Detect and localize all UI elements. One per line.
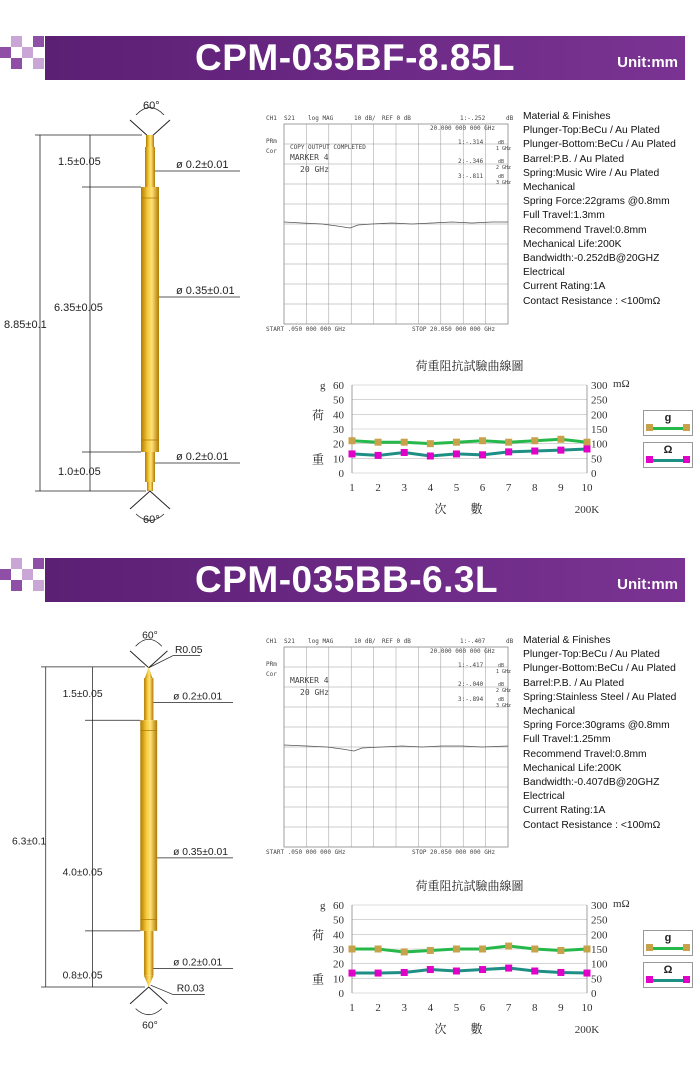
x-tick-label: 4 — [427, 482, 434, 494]
x-tick-label: 7 — [505, 1002, 512, 1014]
x-tick-label: 6 — [479, 1002, 486, 1014]
bottom-diameter-label: ø 0.2±0.01 — [176, 451, 229, 463]
net-marker-label: MARKER 4 — [290, 153, 329, 162]
right-axis-unit: mΩ — [613, 378, 630, 390]
net-marker-1: 1:-.417 — [458, 662, 484, 669]
net-header-mag: log MAG — [308, 638, 334, 645]
x-tick-label: 6 — [479, 482, 486, 494]
decor-square — [22, 569, 33, 580]
spec-line: Plunger-Bottom:BeCu / Au Plated — [523, 663, 676, 675]
left-axis-unit: g — [320, 900, 326, 912]
x-tick-label: 9 — [558, 1002, 564, 1014]
data-point — [531, 437, 538, 444]
data-point — [349, 450, 356, 457]
data-point — [505, 943, 512, 950]
net-marker-2: 2:-.346 — [458, 158, 484, 165]
spec-line: Current Rating:1A — [523, 281, 606, 293]
svg-text:2 GHz: 2 GHz — [496, 165, 512, 171]
net-start: START .050 000 000 GHz — [266, 326, 346, 333]
x-tick-label: 1 — [349, 1002, 355, 1014]
x-tick-label: 4 — [427, 1002, 434, 1014]
legend-ohm — [643, 442, 693, 468]
network-analyzer-plot — [262, 635, 517, 860]
spec-line: Recommend Travel:0.8mm — [523, 748, 647, 760]
legend-g — [643, 930, 693, 956]
net-header-ch: CH1 — [266, 638, 277, 645]
left-tick-label: 0 — [338, 468, 344, 480]
net-header-s21: S21 — [284, 638, 295, 645]
right-tick-label: 0 — [591, 468, 597, 480]
decor-square — [11, 58, 22, 69]
svg-text:dB: dB — [498, 140, 505, 146]
data-point — [479, 451, 486, 458]
spec-line: Plunger-Bottom:BeCu / Au Plated — [523, 139, 676, 151]
spec-line: Material & Finishes — [523, 111, 611, 122]
data-point — [479, 946, 486, 953]
net-freq-top: 20.000 000 000 GHz — [430, 648, 496, 655]
load-resistance-chart — [295, 875, 630, 1075]
spec-line: Contact Resistance : <100mΩ — [523, 819, 661, 831]
spec-line: Contact Resistance : <100mΩ — [523, 295, 661, 307]
x-axis-end-label: 200K — [574, 504, 600, 516]
spec-line: Current Rating:1A — [523, 805, 606, 817]
x-tick-label: 3 — [401, 1002, 407, 1014]
decor-square — [0, 47, 11, 58]
right-tick-label: 250 — [591, 394, 608, 407]
decor-square — [11, 580, 22, 591]
spec-line: Mechanical — [523, 706, 576, 718]
plunger-top — [144, 678, 153, 720]
net-stop: STOP 20.050 000 000 GHz — [412, 326, 496, 333]
net-header-scale: 10 dB/ — [354, 115, 376, 122]
left-tick-label: 60 — [333, 900, 344, 912]
total-length-label: 6.3±0.1 — [12, 836, 47, 848]
data-point — [401, 969, 408, 976]
specifications-list — [523, 110, 698, 309]
barrel-diameter-label: ø 0.35±0.01 — [173, 847, 228, 859]
angle-top-label: 60° — [143, 100, 160, 112]
decor-square — [33, 58, 44, 69]
left-tick-label: 30 — [333, 424, 344, 436]
radius-top-label: R0.05 — [174, 644, 203, 656]
series-line-ohm — [352, 449, 587, 456]
top-diameter-label: ø 0.2±0.01 — [176, 159, 229, 171]
right-tick-label: 50 — [591, 973, 602, 986]
left-tick-label: 50 — [333, 914, 344, 927]
left-axis-unit: g — [320, 380, 326, 392]
data-point — [375, 946, 382, 953]
radius-bottom-label: R0.03 — [176, 983, 205, 995]
data-point — [401, 449, 408, 456]
right-tick-label: 200 — [591, 409, 608, 422]
svg-text:dB: dB — [498, 697, 505, 703]
svg-text:2 GHz: 2 GHz — [496, 688, 512, 694]
data-point — [584, 970, 591, 977]
decor-square — [33, 580, 44, 591]
left-tick-label: 10 — [333, 453, 344, 466]
data-point — [584, 445, 591, 452]
specifications-list — [523, 634, 698, 833]
x-tick-label: 9 — [558, 482, 564, 494]
right-tick-label: 150 — [591, 944, 608, 956]
net-left-label: Cor — [266, 148, 277, 155]
data-point — [427, 966, 434, 973]
net-marker-3: 3:-.811 — [458, 173, 484, 180]
data-point — [531, 946, 538, 953]
data-point — [584, 946, 591, 953]
x-axis-label: 數 — [470, 1022, 483, 1036]
right-tick-label: 150 — [591, 424, 608, 436]
mid-length-label: 4.0±0.05 — [62, 867, 103, 879]
legend-label: Ω — [663, 964, 673, 976]
net-marker-2: 2:-.040 — [458, 681, 484, 688]
left-tick-label: 30 — [333, 944, 344, 956]
net-left-label: Cor — [266, 671, 277, 678]
spec-line: Spring Force:22grams @0.8mm — [523, 196, 670, 208]
net-left-label: PRm — [266, 661, 277, 668]
top-length-label: 1.5±0.05 — [62, 688, 103, 700]
data-point — [479, 966, 486, 973]
net-left-label: PRm — [266, 138, 277, 145]
right-tick-label: 300 — [591, 380, 608, 392]
data-point — [531, 448, 538, 455]
data-point — [531, 968, 538, 975]
x-axis-label: 次 — [434, 1022, 447, 1036]
svg-text:3 GHz: 3 GHz — [496, 703, 512, 709]
legend-label: g — [664, 412, 672, 424]
net-start: START .050 000 000 GHz — [266, 849, 346, 856]
net-marker-freq: 20 GHz — [300, 165, 329, 174]
decor-square — [22, 47, 33, 58]
data-point — [349, 437, 356, 444]
data-point — [505, 965, 512, 972]
x-axis-end-label: 200K — [574, 1024, 600, 1036]
svg-text:1 GHz: 1 GHz — [496, 669, 512, 675]
spec-line: Bandwidth:-0.252dB@20GHZ — [523, 253, 660, 265]
net-marker-1: 1:-.314 — [458, 139, 484, 146]
spec-line: Mechanical Life:200K — [523, 238, 622, 250]
right-tick-label: 50 — [591, 453, 602, 466]
left-axis-label: 重 — [312, 972, 325, 987]
data-point — [453, 946, 460, 953]
series-line-ohm — [352, 968, 587, 973]
x-tick-label: 7 — [505, 482, 512, 494]
data-point — [401, 439, 408, 446]
x-tick-label: 10 — [581, 1002, 593, 1014]
data-point — [584, 439, 591, 446]
x-tick-label: 1 — [349, 482, 355, 494]
legend-ohm — [643, 962, 693, 988]
data-point — [427, 947, 434, 954]
x-tick-label: 3 — [401, 482, 407, 494]
legend-label: Ω — [663, 444, 673, 456]
x-tick-label: 5 — [453, 1002, 460, 1014]
chart-title: 荷重阻抗試驗曲線圖 — [415, 359, 524, 373]
pin-barrel — [140, 720, 157, 931]
net-marker-label: MARKER 4 — [290, 676, 329, 685]
spec-line: Bandwidth:-0.407dB@20GHZ — [523, 777, 660, 789]
net-marker-3: 3:-.894 — [458, 696, 484, 703]
left-tick-label: 10 — [333, 973, 344, 986]
product-title: CPM-035BF-8.85L — [195, 37, 516, 78]
top-length-label: 1.5±0.05 — [58, 156, 101, 168]
right-tick-label: 250 — [591, 914, 608, 927]
spec-line: Barrel:P.B. / Au Plated — [523, 153, 625, 165]
right-axis-unit: mΩ — [613, 898, 630, 910]
x-tick-label: 2 — [375, 1002, 381, 1014]
net-header-ref: REF 0 dB — [382, 115, 411, 122]
spec-line: Spring:Stainless Steel / Au Plated — [523, 691, 677, 703]
product-title-banner — [0, 552, 700, 602]
svg-text:1 GHz: 1 GHz — [496, 146, 512, 152]
net-freq-top: 20.000 000 000 GHz — [430, 125, 496, 132]
spec-line: Barrel:P.B. / Au Plated — [523, 677, 625, 689]
spec-line: Full Travel:1.25mm — [523, 734, 611, 746]
plunger-bottom — [145, 452, 155, 482]
data-point — [427, 440, 434, 447]
data-point — [375, 439, 382, 446]
unit-label: Unit:mm — [617, 54, 678, 71]
data-point — [557, 447, 564, 454]
left-axis-label: 荷 — [312, 928, 325, 943]
product-section-1 — [0, 0, 700, 530]
spec-line: Mechanical — [523, 182, 576, 194]
net-header-ref: REF 0 dB — [382, 638, 411, 645]
pin-dimension-drawing — [0, 95, 260, 535]
product-title-banner — [0, 30, 700, 80]
data-point — [375, 970, 382, 977]
net-header-ch: CH1 — [266, 115, 277, 122]
chart-title: 荷重阻抗試驗曲線圖 — [415, 879, 524, 893]
left-tick-label: 0 — [338, 988, 344, 1000]
data-point — [427, 452, 434, 459]
svg-text:dB: dB — [498, 682, 505, 688]
spec-line: Spring Force:30grams @0.8mm — [523, 720, 670, 732]
total-length-label: 8.85±0.1 — [4, 319, 47, 331]
left-tick-label: 20 — [333, 438, 344, 451]
net-header-scale: 10 dB/ — [354, 638, 376, 645]
pin-tip-top — [146, 135, 154, 147]
plunger-top — [145, 147, 155, 187]
x-tick-label: 2 — [375, 482, 381, 494]
data-point — [557, 947, 564, 954]
plunger-bottom — [144, 931, 153, 976]
decor-square — [33, 558, 44, 569]
net-stop: STOP 20.050 000 000 GHz — [412, 849, 496, 856]
svg-text:dB: dB — [498, 159, 505, 165]
data-point — [453, 968, 460, 975]
pin-dimension-drawing — [0, 620, 260, 1032]
x-tick-label: 5 — [453, 482, 460, 494]
data-point — [375, 452, 382, 459]
barrel-diameter-label: ø 0.35±0.01 — [176, 285, 235, 297]
svg-text:dB: dB — [498, 663, 505, 669]
product-section-2 — [0, 530, 700, 1054]
spec-line: Plunger-Top:BeCu / Au Plated — [523, 125, 660, 137]
left-tick-label: 20 — [333, 958, 344, 971]
spec-line: Spring:Music Wire / Au Plated — [523, 167, 660, 179]
angle-bottom-label: 60° — [142, 1020, 158, 1032]
data-point — [453, 439, 460, 446]
bottom-length-label: 1.0±0.05 — [58, 466, 101, 478]
net-header-marker: 1:-.252 — [460, 115, 486, 122]
spec-line: Electrical — [523, 267, 565, 279]
mid-length-label: 6.35±0.05 — [54, 302, 103, 314]
svg-text:dB: dB — [498, 174, 505, 180]
spec-line: Mechanical Life:200K — [523, 762, 622, 774]
legend-g — [643, 410, 693, 436]
right-tick-label: 100 — [591, 958, 608, 971]
decor-square — [11, 558, 22, 569]
left-tick-label: 60 — [333, 380, 344, 392]
spec-line: Recommend Travel:0.8mm — [523, 224, 647, 236]
data-point — [453, 450, 460, 457]
data-point — [505, 448, 512, 455]
bottom-diameter-label: ø 0.2±0.01 — [173, 957, 223, 969]
pin-tip-top — [145, 667, 152, 678]
right-tick-label: 200 — [591, 929, 608, 942]
left-tick-label: 40 — [333, 929, 344, 942]
spec-line: Full Travel:1.3mm — [523, 210, 605, 222]
left-axis-label: 重 — [312, 452, 325, 467]
decor-square — [11, 36, 22, 47]
bottom-length-label: 0.8±0.05 — [62, 970, 103, 982]
data-point — [349, 946, 356, 953]
series-line-g — [352, 439, 587, 443]
right-tick-label: 0 — [591, 988, 597, 1000]
spec-line: Electrical — [523, 791, 565, 803]
x-tick-label: 8 — [532, 482, 538, 494]
decor-square — [33, 36, 44, 47]
right-tick-label: 300 — [591, 900, 608, 912]
series-line-g — [352, 946, 587, 952]
data-point — [557, 436, 564, 443]
net-copy-text: COPY OUTPUT COMPLETED — [290, 144, 366, 151]
right-tick-label: 100 — [591, 438, 608, 451]
spec-line: Material & Finishes — [523, 635, 611, 646]
left-axis-label: 荷 — [312, 408, 325, 423]
svg-text:3 GHz: 3 GHz — [496, 180, 512, 186]
left-tick-label: 40 — [333, 409, 344, 422]
product-title: CPM-035BB-6.3L — [195, 559, 499, 600]
data-point — [479, 437, 486, 444]
top-diameter-label: ø 0.2±0.01 — [173, 691, 223, 703]
net-header-db: dB — [506, 638, 514, 645]
data-point — [505, 439, 512, 446]
left-tick-label: 50 — [333, 394, 344, 407]
spec-line: Plunger-Top:BeCu / Au Plated — [523, 649, 660, 661]
net-header-marker: 1:-.407 — [460, 638, 486, 645]
network-analyzer-plot — [262, 112, 517, 337]
load-resistance-chart — [295, 355, 630, 555]
angle-bottom-label: 60° — [143, 514, 160, 526]
x-axis-label: 數 — [470, 502, 483, 516]
net-header-s21: S21 — [284, 115, 295, 122]
x-tick-label: 10 — [581, 482, 593, 494]
unit-label: Unit:mm — [617, 576, 678, 593]
x-axis-label: 次 — [434, 502, 447, 516]
net-header-mag: log MAG — [308, 115, 334, 122]
pin-tip-bottom — [147, 482, 153, 491]
x-tick-label: 8 — [532, 1002, 538, 1014]
data-point — [401, 948, 408, 955]
pin-barrel — [141, 187, 159, 452]
data-point — [349, 970, 356, 977]
legend-label: g — [664, 932, 672, 944]
decor-square — [0, 569, 11, 580]
net-header-db: dB — [506, 115, 514, 122]
data-point — [557, 969, 564, 976]
net-marker-freq: 20 GHz — [300, 688, 329, 697]
angle-top-label: 60° — [142, 630, 158, 642]
